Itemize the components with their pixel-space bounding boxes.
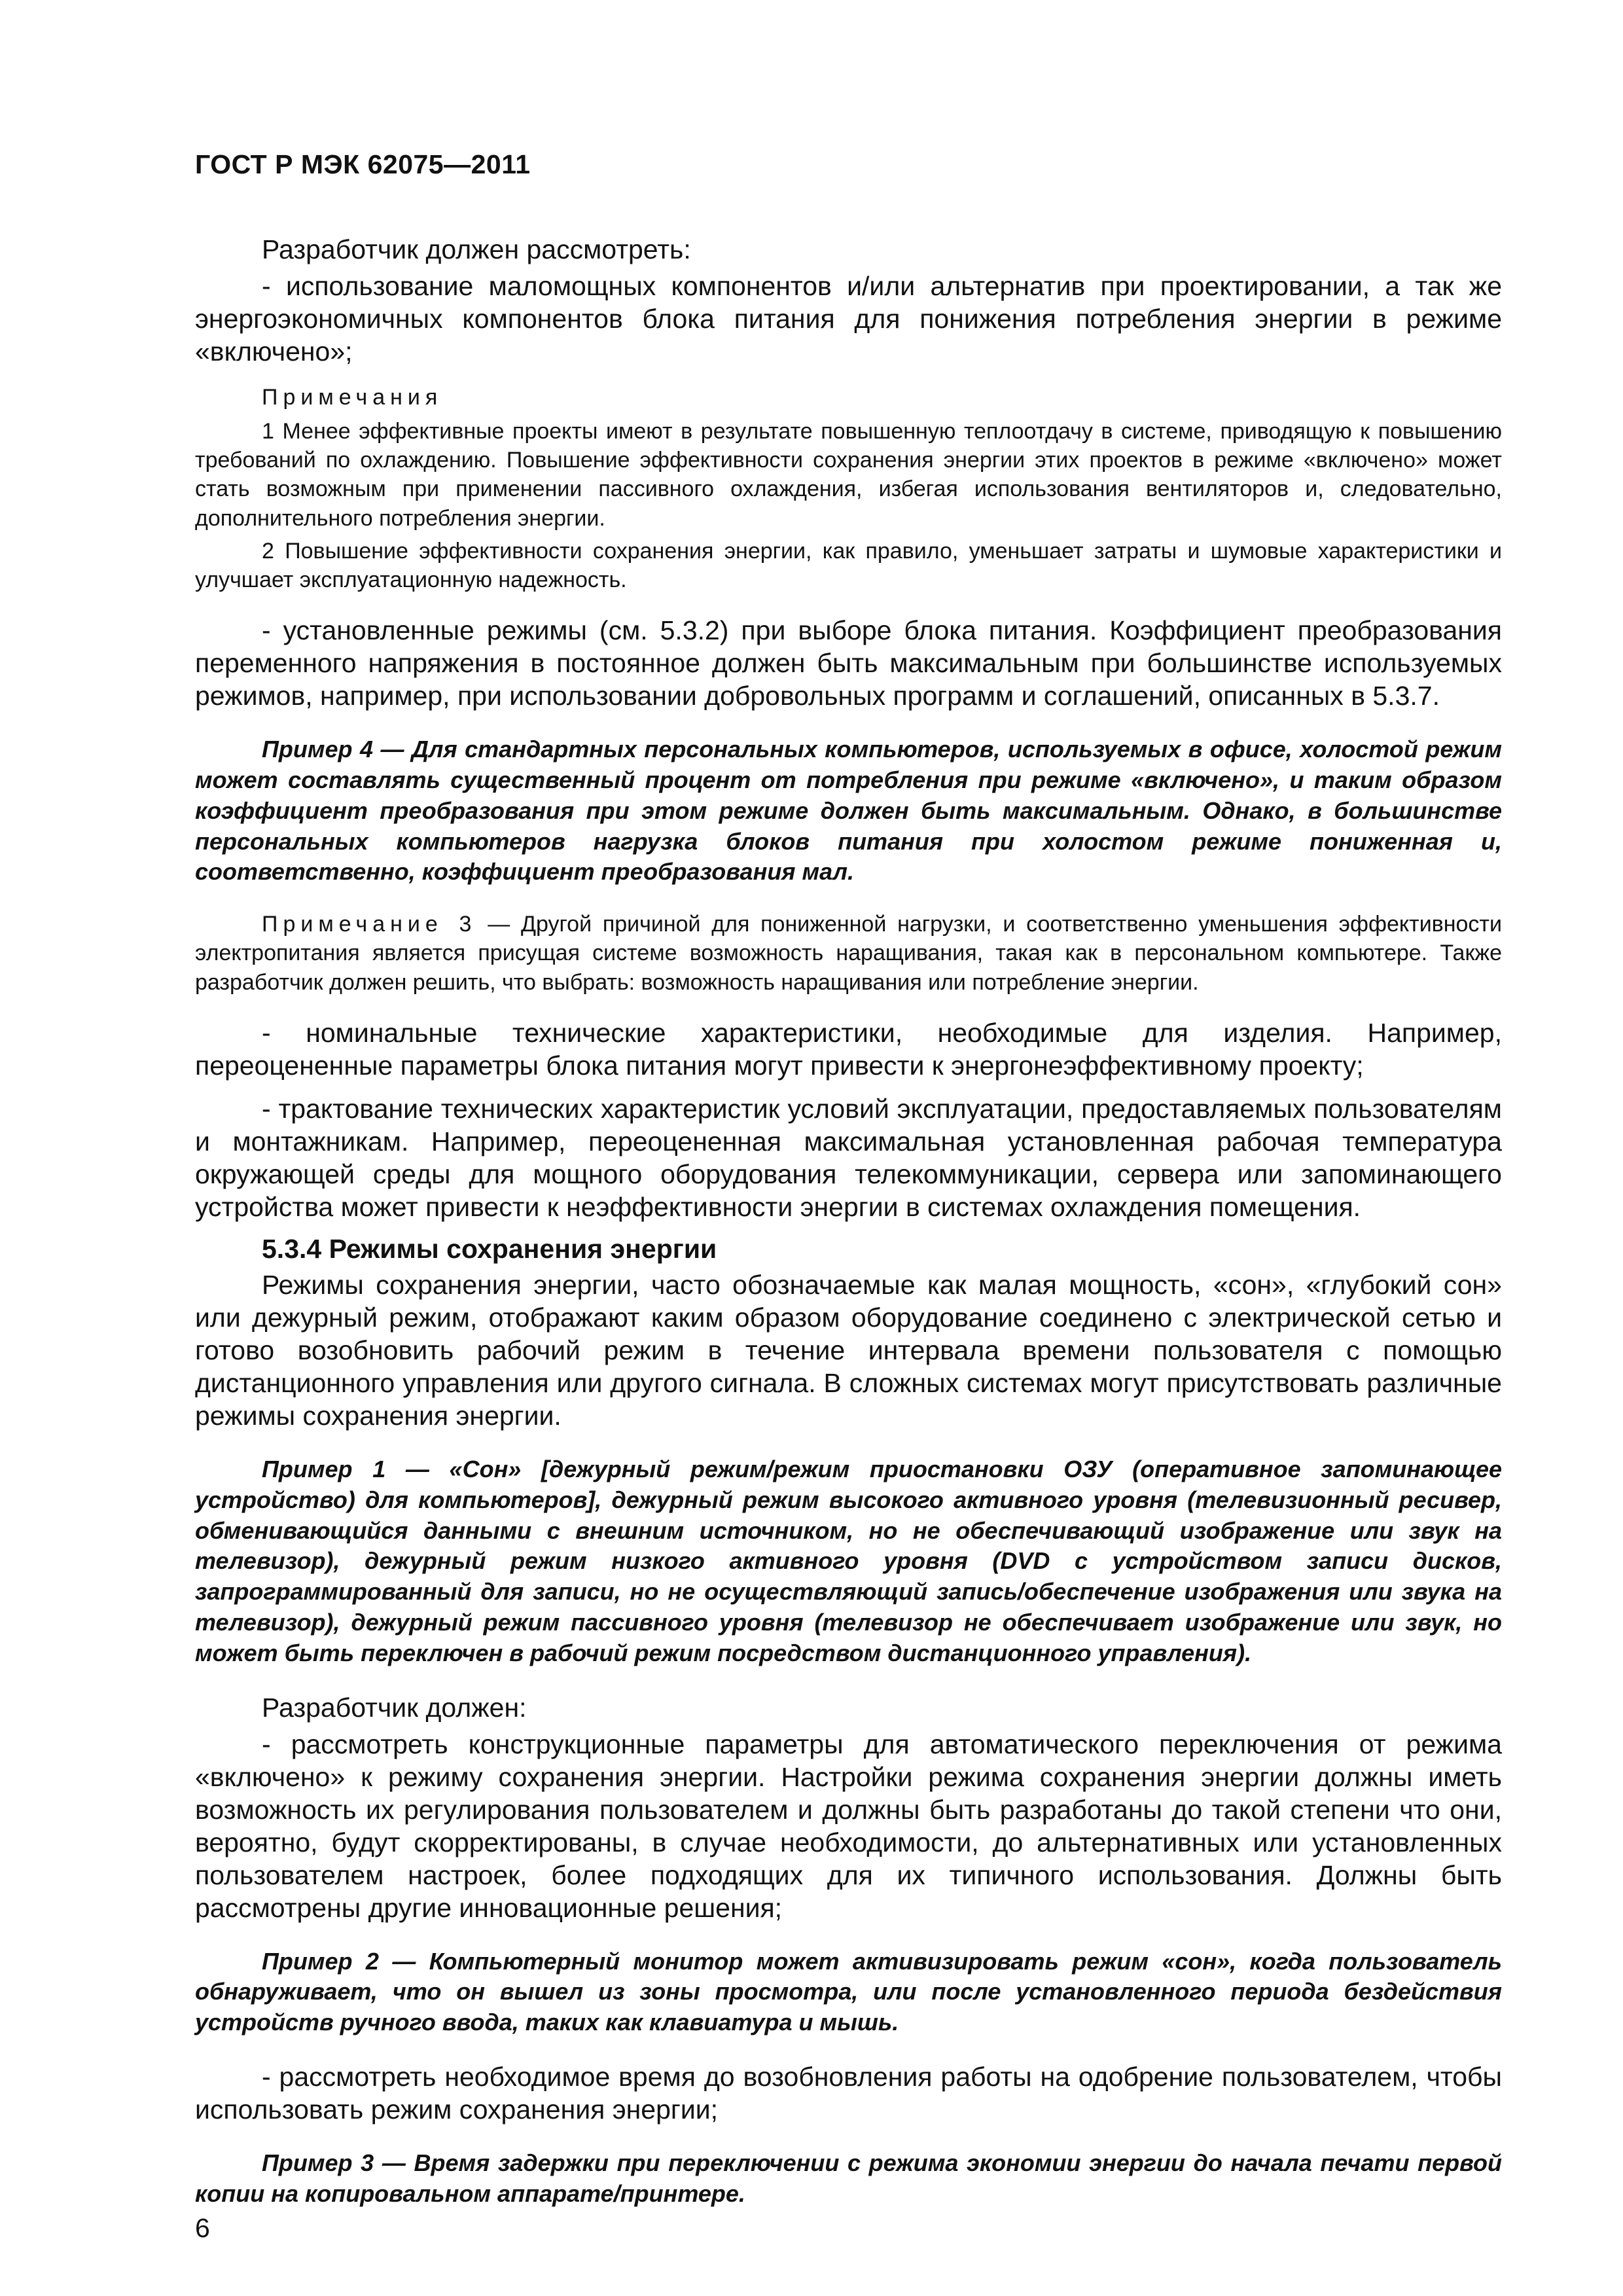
paragraph-ratings: - номинальные технические характеристики, необходимые для изделия. Например, переоцененные параметры блока питания могут привести к энергонеэффективному проекту;: [195, 1017, 1502, 1081]
paragraph-intro: Разработчик должен рассмотреть:: [262, 234, 691, 264]
paragraph-operating-conditions: - трактование технических характеристик условий эксплуатации, предоставляемых пользователям и монтажникам. Например, переоцененная максимальная установленная рабочая температура окружающей среды для мощного оборудования телекоммуникации, сервера или запоминающего устройства может привести к неэффективности энергии в системах охлаждения помещения.: [195, 1093, 1502, 1222]
example-1: Пример 1 — «Сон» [дежурный режим/режим приостановки ОЗУ (оперативное запоминающее устройство) для компьютеров], дежурный режим высокого активного уровня (телевизионный ресивер, обменивающийся данными с внешним источником, но не обеспечивающий изображение или звук на телевизор), дежурный режим низкого активного уровня (DVD с устройством записи дисков, запрограммированный для записи, но не осуществляющий запись/обеспечение изображения или звука на телевизор), дежурный режим пассивного уровня (телевизор не обеспечивает изображение или звук, но может быть переключен в рабочий режим посредством дистанционного управления).: [195, 1455, 1502, 1666]
paragraph-auto-switch: - рассмотреть конструкционные параметры для автоматического переключения от режима «включено» к режиму сохранения энергии. Настройки режима сохранения энергии должны иметь возможность их регулирования пользователем и должны быть разработаны до такой степени что они, вероятно, будут скорректированы, в случае необходимости, до альтернативных или установленных пользователем настроек, более подходящих для их типичного использования. Должны быть рассмотрены другие инновационные решения;: [195, 1729, 1502, 1923]
example-2: Пример 2 — Компьютерный монитор может активизировать режим «сон», когда пользователь обнаруживает, что он вышел из зоны просмотра, или после установленного периода бездействия устройств ручного ввода, таких как клавиатура и мышь.: [195, 1947, 1502, 2036]
page-number: 6: [195, 2213, 210, 2243]
paragraph-power-saving-modes: Режимы сохранения энергии, часто обозначаемые как малая мощность, «сон», «глубокий сон» или дежурный режим, отображают каким образом оборудование соединено с электрической сетью и готово возобновить рабочий режим в течение интервала времени пользователя с помощью дистанционного управления или другого сигнала. В сложных системах могут присутствовать различные режимы сохранения энергии.: [195, 1269, 1502, 1431]
notes-heading: Примечания: [262, 385, 443, 410]
note-3-text: — Другой причиной для пониженной нагрузки, и соответственно уменьшения эффективности электропитания является присущая системе возможность наращивания, такая как в персональном компьютере. Также разработчик должен решить, что выбрать: возможность наращивания или потребление энергии.: [195, 912, 1502, 995]
example-4: Пример 4 — Для стандартных персональных компьютеров, используемых в офисе, холостой режим может составлять существенный процент от потребления при режиме «включено», и таким образом коэффициент преобразования при этом режиме должен быть максимальным. Однако, в большинстве персональных компьютеров нагрузка блоков питания при холостом режиме пониженная и, соответственно, коэффициент преобразования мал.: [195, 736, 1502, 886]
example-3: Пример 3 — Время задержки при переключении с режима экономии энергии до начала печати первой копии на копировальном аппарате/принтере.: [195, 2149, 1502, 2207]
paragraph-modes: - установленные режимы (см. 5.3.2) при выборе блока питания. Коэффициент преобразования переменного напряжения в постоянное должен быть максимальным при большинстве используемых режимов, например, при использовании добровольных программ и соглашений, описанных в 5.3.7.: [195, 615, 1502, 711]
paragraph-low-power-components: - использование маломощных компонентов и/или альтернатив при проектировании, а так же энергоэкономичных компонентов блока питания для понижения потребления энергии в режиме «включено»;: [195, 271, 1502, 367]
document-header: ГОСТ Р МЭК 62075—2011: [195, 149, 531, 179]
section-heading: 5.3.4 Режимы сохранения энергии: [262, 1233, 717, 1264]
paragraph-developer-must: Разработчик должен:: [262, 1692, 527, 1723]
document-body: [195, 233, 1502, 2232]
document-page: [195, 149, 1502, 2244]
note-3: [195, 910, 1502, 997]
note-1: 1 Менее эффективные проекты имеют в результате повышенную теплоотдачу в системе, приводящую к повышению требований по охлаждению. Повышение эффективности сохранения энергии этих проектов в режиме «включено» может стать возможным при применении пассивного охлаждения, избегая использования вентиляторов и, следовательно, дополнительного потребления энергии.: [195, 419, 1502, 531]
paragraph-resume-time: - рассмотреть необходимое время до возобновления работы на одобрение пользователем, чтобы использовать режим сохранения энергии;: [195, 2062, 1502, 2125]
note-2: 2 Повышение эффективности сохранения энергии, как правило, уменьшает затраты и шумовые характеристики и улучшает эксплуатационную надежность.: [195, 538, 1502, 592]
note-3-label: Примечание 3: [262, 912, 477, 937]
